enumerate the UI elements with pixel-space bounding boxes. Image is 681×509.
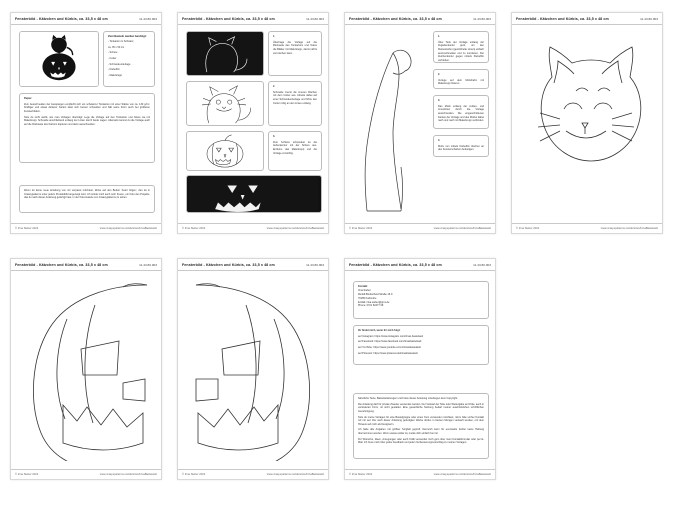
- material-item: ca. 35 x 50 cm: [108, 45, 125, 49]
- footer-copyright: © Irina Sieber 2022: [182, 473, 206, 476]
- step-text-4: [433, 135, 489, 157]
- page-sheet-4: [511, 12, 663, 234]
- step-text: Verlege auf dem Motivbahn mit Malerkrepp fixieren.: [438, 78, 484, 86]
- page-sheet-2: [177, 12, 329, 234]
- sheet-number: 11.43.80.003: [473, 16, 491, 21]
- sheet-header: [11, 259, 161, 271]
- page-sheet-1: [10, 12, 162, 234]
- sheet-footer: [178, 223, 328, 233]
- note-box: [19, 185, 155, 213]
- material-item: - Cutter: [108, 56, 117, 60]
- step-image-1: [186, 31, 264, 76]
- sheet-number: 11.43.80.003: [473, 262, 491, 267]
- social-link-instagram[interactable]: auf Instagram: https://www.instagram.com/irinas.bastelwelt: [358, 334, 424, 338]
- footer-url: www.craayspatterns.net/de/store/IrinaBastelwelt: [433, 227, 491, 230]
- page-sheet-6: [177, 258, 329, 480]
- sheet-footer: [178, 469, 328, 479]
- material-item: - Malerkrepp: [108, 73, 123, 77]
- step-text-1: [433, 31, 489, 63]
- step-text-3: [433, 95, 489, 129]
- footer-copyright: © Irina Sieber 2022: [15, 473, 39, 476]
- note-text: Wenn du keine neue Anleitung von mir verpasst möchtest, klicke auf den Button 'Autor folgen', den du in Craasypatterns unter jedem Produktbild angezeigt wird. Ich würde mich auch sehr freuen, ein Foto des Projekts, das du nach dieser Anleitung gefertigt hast, in der Foto-Galerie von Craasypatterns zu sehen.: [24, 189, 150, 200]
- paper-title: Papier: [24, 97, 32, 100]
- copyright-paragraph: Für Wünsche, Ideen, Anregungen oder auch Kritik verwendet mich gern über mein Kontaktformular oder per E-Mail. Ich freue mich über jedes Feedback und jeden Verbesserungsvorschlag zu meinen Vorlagen.: [358, 437, 484, 445]
- step-number: 2.: [438, 73, 441, 76]
- footer-copyright: © Irina Sieber 2022: [516, 227, 540, 230]
- contact-box: [353, 281, 489, 319]
- step-text: Über Teile der Vorlage entlang der Zugabenkontur grob, um den Klebestreifen (gestrichelte Linien) einfach auszuschneiden und zu montieren. Der Zeichenkontur gegen mittels Klebefilm verbinden.: [438, 40, 484, 62]
- sheet-number: 11.43.80.003: [139, 262, 157, 267]
- step-text: Schneide zuerst die inneren Flächen mit dem Cutter aus. Arbeite dabei auf einer Schneideunterlage und führe den Cutter ruhig an den Linien entlang.: [273, 90, 317, 105]
- preview-image: [19, 31, 99, 87]
- sheet-title: Fensterbild - Kätzchen und Kürbis, ca. 33,5 x 48 cm: [516, 16, 609, 21]
- step-number: 3.: [438, 99, 441, 102]
- footer-copyright: © Irina Sieber 2022: [349, 473, 373, 476]
- sheet-footer: [345, 223, 495, 233]
- footer-url: www.craayspatterns.net/de/store/IrinaBastelwelt: [433, 473, 491, 476]
- materials-title: Zum Basteln werden benötigt:: [108, 35, 147, 38]
- copyright-box: [353, 393, 489, 459]
- material-item: - Klebefilm: [108, 68, 120, 72]
- sheet-title: Fensterbild - Kätzchen und Kürbis, ca. 33,5 x 48 cm: [349, 262, 442, 267]
- paper-text-1: Zum Ausschneiden der Ausspargen empfiehlt sich ein schwarzer Tonkarton mit einer Stärke von ca. 130 g/m². Kräftiger und etwas dickerer Karton lässt sich besser schneiden und hält seine Form auch bei größeren Fensterbildern.: [24, 102, 150, 113]
- template-pumpkin-right: [186, 279, 322, 461]
- template-pumpkin-left: [19, 279, 155, 461]
- step-image-4: [186, 175, 322, 213]
- contact-line: Irina Sieber: [358, 288, 371, 292]
- social-title: Ihr findet mich, wenn ihr mich folgt:: [358, 329, 401, 332]
- step-image-3: [186, 131, 264, 171]
- sheet-footer: [11, 223, 161, 233]
- sheet-header: [178, 13, 328, 25]
- step-text-3: [268, 131, 322, 171]
- social-link-youtube[interactable]: auf YouTube: https://www.youtube.com/c/irinasbastelwelt: [358, 345, 421, 349]
- contact-email[interactable]: E-Mail: irina.sieber@gmx.de: [358, 300, 390, 304]
- template-cat-head: [520, 35, 656, 195]
- step-number: 4.: [438, 139, 441, 142]
- sheet-footer: [512, 223, 662, 233]
- step-text: Zum Schluss schneidest du die Außenkontur mit der Schere aus. Entferne das Malerkrepp und die Vorlage vorsichtig.: [273, 140, 317, 155]
- sheet-title: Fensterbild - Kätzchen und Kürbis, ca. 33,5 x 48 cm: [182, 262, 275, 267]
- contact-title: Kontakt: [358, 285, 368, 288]
- sheet-header: [345, 13, 495, 25]
- step-text-2: [433, 69, 489, 89]
- step-text: Das Motiv entlang der Außen- und Innenlinien durch die Vorlage ausschneiden. Die eingeschnittenen Kanten der Vorlage und des Motivs dabei nach und nach mit Malerkrepp verbinden.: [438, 104, 484, 123]
- material-item: - Schere: [108, 51, 118, 55]
- sheet-footer: [345, 469, 495, 479]
- footer-copyright: © Irina Sieber 2022: [349, 227, 373, 230]
- social-box: [353, 325, 489, 365]
- page-sheet-3: [344, 12, 496, 234]
- footer-url: www.craayspatterns.net/de/store/IrinaBastelwelt: [266, 227, 324, 230]
- page-sheet-7: [344, 258, 496, 480]
- sheet-title: Fensterbild - Kätzchen und Kürbis, ca. 33,5 x 48 cm: [182, 16, 275, 21]
- footer-url: www.craayspatterns.net/de/store/IrinaBastelwelt: [99, 227, 157, 230]
- sheet-number: 11.43.80.003: [640, 16, 658, 21]
- step-text-2: [268, 81, 322, 126]
- contact-phone: Phone: 0721 62477 08: [358, 304, 384, 308]
- step-number: 1.: [273, 35, 276, 38]
- step-number: 3.: [273, 135, 276, 138]
- contact-line: 76185 Karlsruhe: [358, 296, 377, 300]
- copyright-paragraph: Sämtliche Texte, Bastelanleitungen und Fotos dieser Anleitung unterliegen dem Copyright.: [358, 397, 458, 400]
- footer-url: www.craayspatterns.net/de/store/IrinaBastelwelt: [99, 473, 157, 476]
- copyright-paragraph: Die Anleitung darf für private Zwecke verwendet werden. Der Verkauf der Teile oder Weitergabe an Dritte, auch in veränderter Form, ist nicht gestattet. Eine gewerbliche Nutzung bedarf meiner ausdrücklichen schriftlichen Genehmigung.: [358, 402, 484, 413]
- step-number: 2.: [273, 85, 276, 88]
- footer-url: www.craayspatterns.net/de/store/IrinaBastelwelt: [600, 227, 658, 230]
- sheet-footer: [11, 469, 161, 479]
- sheet-number: 11.43.80.003: [306, 16, 324, 21]
- step-text: Motiv nun mittels Klebefilm löschen an den Fensterscheiben befestigen.: [438, 144, 484, 152]
- material-item: - Schneideunterlage: [108, 62, 131, 66]
- contact-line: Rudolf-Breitscheid-Straße 16 C: [358, 292, 393, 296]
- template-cat-body: [351, 31, 431, 217]
- sheet-number: 11.43.80.003: [306, 262, 324, 267]
- sheet-header: [512, 13, 662, 25]
- page-sheet-5: [10, 258, 162, 480]
- sheet-title: Fensterbild - Kätzchen und Kürbis, ca. 33,5 x 48 cm: [349, 16, 442, 21]
- material-item: - Tonkarton in Schwarz,: [108, 40, 135, 43]
- footer-copyright: © Irina Sieber 2022: [182, 227, 206, 230]
- paper-info-box: [19, 93, 155, 163]
- footer-url: www.craayspatterns.net/de/store/IrinaBastelwelt: [266, 473, 324, 476]
- footer-copyright: © Irina Sieber 2022: [15, 227, 39, 230]
- social-link-pinterest[interactable]: auf Pinterest: https://www.pinterest.de/irinasbastelwelt: [358, 351, 418, 355]
- copyright-paragraph: Teile du meine Vorlagen für eine Bastelgruppe oder einen Kurs verwenden möchtest, nimm bitte vorher Kontakt mit mir auf. Die nach dieser Anleitung gefertigten Werke dürfen in kleinen Mengen verkauft werden, mit dem Hinweis auf mich als Designerin.: [358, 415, 484, 426]
- copyright-paragraph: Ich habe alle Angaben mit größter Sorgfalt geprüft. Dennoch kann für eventuelle Fehler keine Haftung übernommen werden. Wenn etwas unklar ist, melde dich einfach bei mir.: [358, 428, 484, 435]
- materials-box: [103, 31, 155, 87]
- paper-text-2: Teile du nicht weißt, wie man Vorlagen überträgt: Lege die Vorlage auf den Tonkarton und fixiere sie mit Malerkrepp. Schneide anschließend entlang der Linien durch beide Lagen. Alternativ kannst du die Vorlage auch auf die Rückseite des Kartons kopieren und dann ausschneiden.: [24, 115, 150, 126]
- sheet-header: [178, 259, 328, 271]
- sheet-header: [11, 13, 161, 25]
- step-text: Übertrage die Vorlage auf die Rückseite des Tonkartons und fixiere die Blätter mit Malerkrepp, damit nichts verrutschen kann.: [273, 40, 317, 55]
- step-number: 1.: [438, 35, 441, 38]
- social-link-facebook[interactable]: auf Facebook: https://www.facebook.com/irinasbastelwelt: [358, 340, 422, 344]
- sheet-title: Fensterbild - Kätzchen und Kürbis, ca. 33,5 x 48 cm: [15, 16, 108, 21]
- step-image-2: [186, 81, 264, 126]
- sheet-title: Fensterbild - Kätzchen und Kürbis, ca. 33,5 x 48 cm: [15, 262, 108, 267]
- step-text-1: [268, 31, 322, 76]
- sheet-number: 11.43.80.003: [139, 16, 157, 21]
- sheet-header: [345, 259, 495, 271]
